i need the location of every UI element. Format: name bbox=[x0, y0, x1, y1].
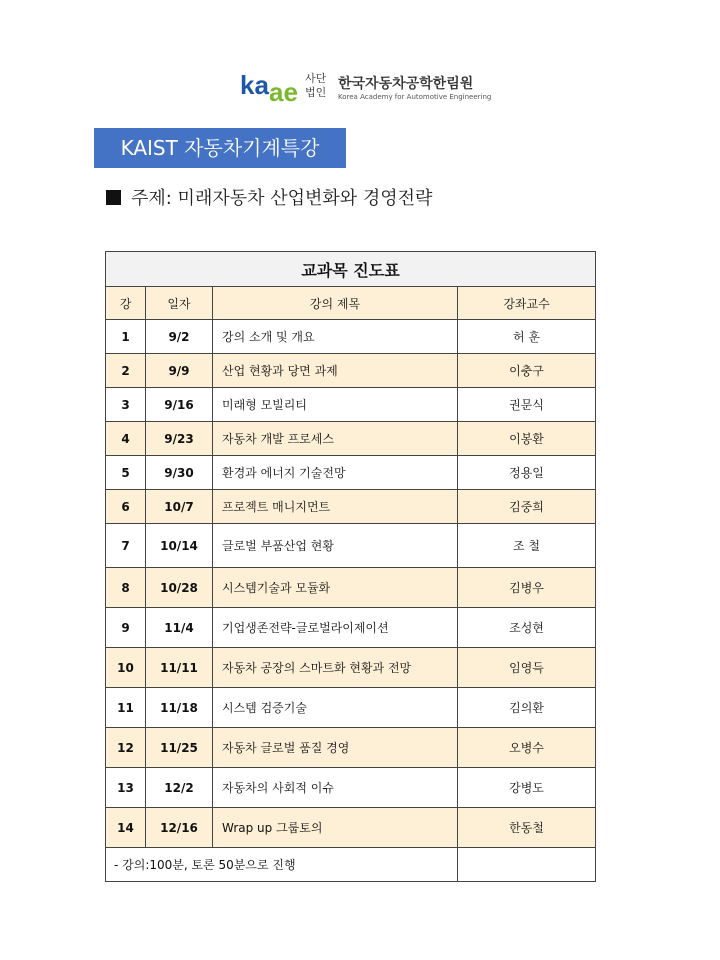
date-cell: 11/18 bbox=[146, 688, 213, 728]
subject-line bbox=[106, 184, 432, 210]
lecture-title-cell: 자동차 공장의 스마트화 현황과 전망 bbox=[213, 648, 458, 688]
professor-cell: 조 철 bbox=[458, 524, 596, 568]
subject-text: 주제: 미래자동차 산업변화와 경영전략 bbox=[131, 188, 433, 209]
professor-cell: 허 훈 bbox=[458, 320, 596, 354]
professor-cell: 권문식 bbox=[458, 388, 596, 422]
lecture-no-cell: 8 bbox=[106, 568, 146, 608]
logo-corporation-label: 사단 법인 bbox=[305, 72, 327, 99]
date-cell: 10/14 bbox=[146, 524, 213, 568]
professor-cell: 강병도 bbox=[458, 768, 596, 808]
svg-text:ka: ka bbox=[240, 70, 269, 100]
table-row bbox=[106, 728, 596, 768]
professor-cell: 김의환 bbox=[458, 688, 596, 728]
lecture-title-cell: 시스템기술과 모듈화 bbox=[213, 568, 458, 608]
lecture-no-cell: 9 bbox=[106, 608, 146, 648]
svg-text:ae: ae bbox=[269, 77, 298, 104]
date-cell: 9/2 bbox=[146, 320, 213, 354]
table-row bbox=[106, 768, 596, 808]
schedule-table bbox=[105, 251, 596, 882]
table-row bbox=[106, 320, 596, 354]
table-row bbox=[106, 388, 596, 422]
professor-cell: 김병우 bbox=[458, 568, 596, 608]
lecture-title-cell: 산업 현황과 당면 과제 bbox=[213, 354, 458, 388]
academy-english-name: Korea Academy for Automotive Engineering bbox=[338, 93, 492, 101]
lecture-title-cell: 강의 소개 및 개요 bbox=[213, 320, 458, 354]
lecture-no-cell: 11 bbox=[106, 688, 146, 728]
date-cell: 10/7 bbox=[146, 490, 213, 524]
date-cell: 12/16 bbox=[146, 808, 213, 848]
lecture-no-cell: 7 bbox=[106, 524, 146, 568]
table-row bbox=[106, 354, 596, 388]
lecture-title-cell: 자동차 개발 프로세스 bbox=[213, 422, 458, 456]
lecture-title-cell: 환경과 에너지 기술전망 bbox=[213, 456, 458, 490]
lecture-title-cell: 자동차 글로벌 품질 경영 bbox=[213, 728, 458, 768]
course-title: KAIST 자동차기계특강 bbox=[94, 128, 346, 168]
table-row bbox=[106, 490, 596, 524]
table-row bbox=[106, 808, 596, 848]
academy-name: 한국자동차공학한림원 bbox=[338, 76, 474, 92]
date-cell: 9/9 bbox=[146, 354, 213, 388]
professor-cell: 정용일 bbox=[458, 456, 596, 490]
lecture-no-cell: 3 bbox=[106, 388, 146, 422]
lecture-no-cell: 12 bbox=[106, 728, 146, 768]
lecture-title-cell: 글로벌 부품산업 현황 bbox=[213, 524, 458, 568]
lecture-no-cell: 13 bbox=[106, 768, 146, 808]
professor-cell: 이봉환 bbox=[458, 422, 596, 456]
professor-cell: 조성현 bbox=[458, 608, 596, 648]
table-row bbox=[106, 648, 596, 688]
lecture-no-cell: 4 bbox=[106, 422, 146, 456]
header-lecture-no: 강 bbox=[106, 287, 146, 320]
header-date: 일자 bbox=[146, 287, 213, 320]
date-cell: 9/23 bbox=[146, 422, 213, 456]
professor-cell: 오병수 bbox=[458, 728, 596, 768]
date-cell: 11/25 bbox=[146, 728, 213, 768]
professor-cell: 김중희 bbox=[458, 490, 596, 524]
academy-logo bbox=[240, 70, 490, 106]
table-row bbox=[106, 608, 596, 648]
lecture-title-cell: Wrap up 그룹토의 bbox=[213, 808, 458, 848]
lecture-no-cell: 2 bbox=[106, 354, 146, 388]
lecture-no-cell: 5 bbox=[106, 456, 146, 490]
table-note: - 강의:100분, 토론 50분으로 진행 bbox=[106, 848, 458, 882]
lecture-no-cell: 14 bbox=[106, 808, 146, 848]
date-cell: 11/4 bbox=[146, 608, 213, 648]
kaae-logo-mark bbox=[240, 70, 302, 104]
table-header-row bbox=[106, 287, 596, 320]
professor-cell: 한동철 bbox=[458, 808, 596, 848]
date-cell: 12/2 bbox=[146, 768, 213, 808]
date-cell: 9/30 bbox=[146, 456, 213, 490]
professor-cell: 이충구 bbox=[458, 354, 596, 388]
table-row bbox=[106, 422, 596, 456]
lecture-no-cell: 1 bbox=[106, 320, 146, 354]
table-row bbox=[106, 568, 596, 608]
professor-cell: 임영득 bbox=[458, 648, 596, 688]
lecture-title-cell: 자동차의 사회적 이슈 bbox=[213, 768, 458, 808]
date-cell: 9/16 bbox=[146, 388, 213, 422]
lecture-title-cell: 미래형 모빌리티 bbox=[213, 388, 458, 422]
table-row bbox=[106, 456, 596, 490]
lecture-no-cell: 10 bbox=[106, 648, 146, 688]
lecture-title-cell: 기업생존전략-글로벌라이제이션 bbox=[213, 608, 458, 648]
lecture-title-cell: 시스템 검증기술 bbox=[213, 688, 458, 728]
date-cell: 10/28 bbox=[146, 568, 213, 608]
table-row bbox=[106, 524, 596, 568]
table-row bbox=[106, 688, 596, 728]
date-cell: 11/11 bbox=[146, 648, 213, 688]
header-lecture-title: 강의 제목 bbox=[213, 287, 458, 320]
lecture-no-cell: 6 bbox=[106, 490, 146, 524]
table-note-empty-cell bbox=[458, 848, 596, 882]
lecture-title-cell: 프로젝트 매니지먼트 bbox=[213, 490, 458, 524]
header-professor: 강좌교수 bbox=[458, 287, 596, 320]
square-bullet-icon bbox=[106, 190, 121, 205]
table-title: 교과목 진도표 bbox=[106, 252, 596, 287]
